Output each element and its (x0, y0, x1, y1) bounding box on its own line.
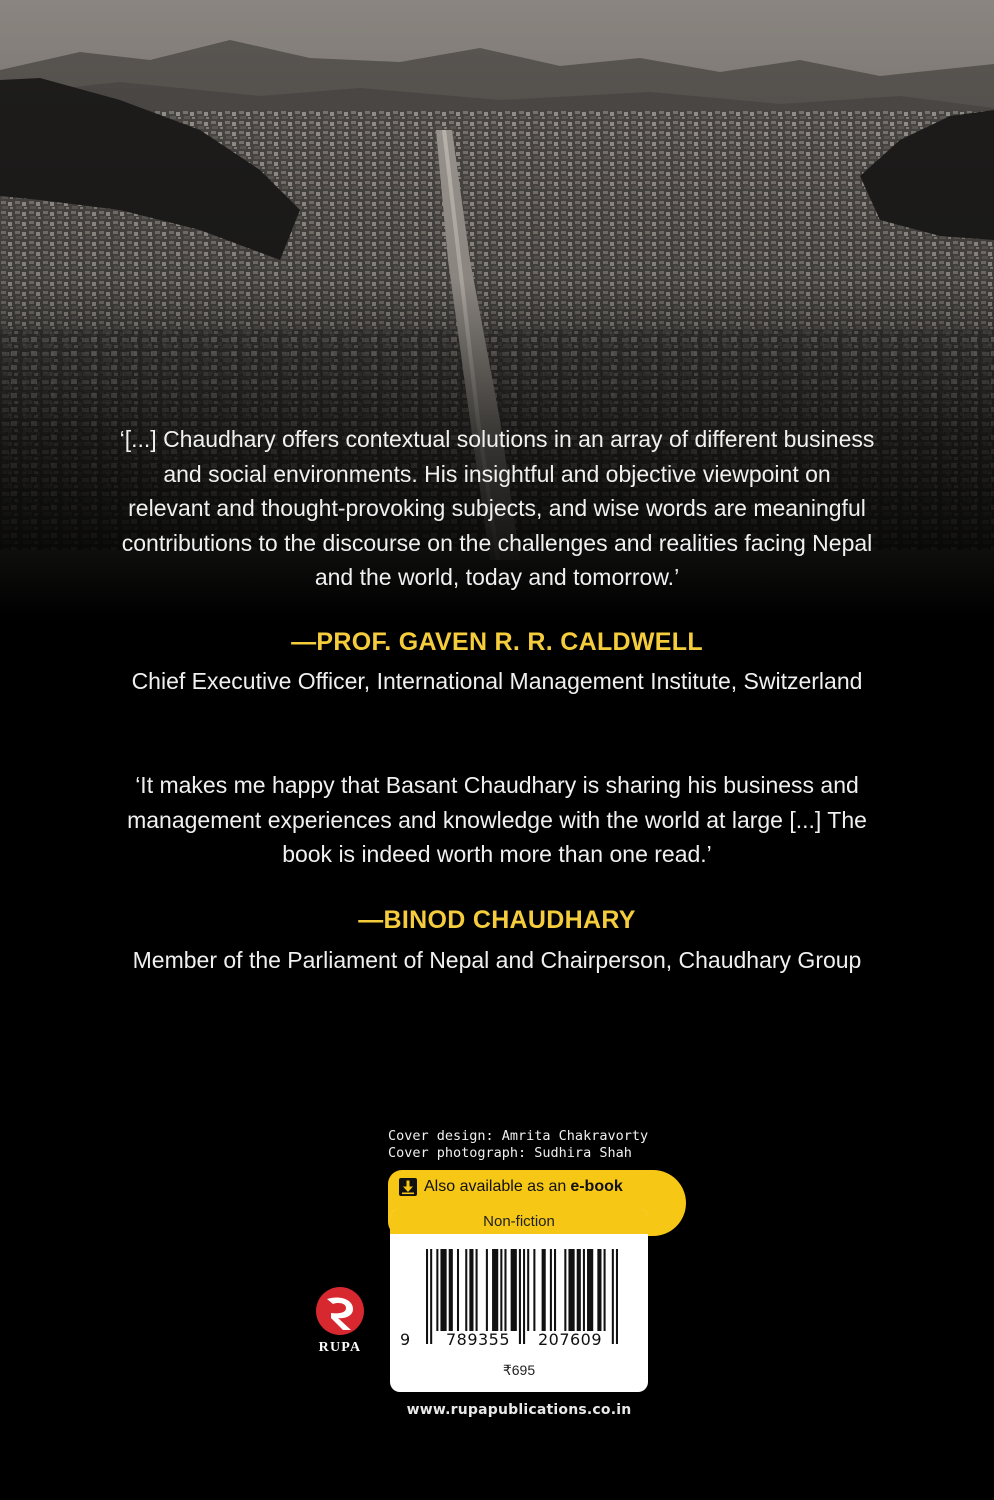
reviewer-name-2: —BINOD CHAUDHARY (358, 906, 636, 934)
reviewer-role-2: Member of the Parliament of Nepal and Chairperson, Chaudhary Group (132, 947, 862, 973)
barcode-bar (476, 1249, 478, 1331)
quote-line: relevant and thought-provoking subjects, and wise words are meaningful (128, 495, 866, 521)
cover-photo-credit: Cover photograph: Sudhira Shah (388, 1145, 632, 1161)
rupa-logo-icon (309, 1285, 371, 1337)
barcode-bar (511, 1249, 517, 1331)
review-quote-1 (60, 422, 934, 595)
publisher-website: www.rupapublications.co.in (406, 1402, 632, 1418)
barcode-bar (564, 1249, 566, 1331)
barcode-bar (583, 1249, 585, 1331)
barcode-bar (436, 1249, 438, 1331)
barcode-bar (554, 1249, 556, 1331)
barcode-bar (604, 1249, 606, 1331)
ebook-notice (398, 1176, 623, 1198)
genre-label: Non-fiction (390, 1209, 648, 1234)
quote-line: ‘[...] Chaudhary offers contextual solutions in an array of different business (119, 426, 875, 452)
reviewer-role-1: Chief Executive Officer, International Management Institute, Switzerland (131, 668, 863, 694)
isbn-group-2: 207609 (537, 1330, 603, 1349)
barcode-bar (440, 1249, 446, 1331)
barcode-bar (597, 1249, 601, 1331)
quote-line: and the world, today and tomorrow.’ (314, 564, 680, 590)
barcode-bar (577, 1249, 581, 1331)
review-quote-2 (60, 768, 934, 872)
barcode-bar (568, 1249, 574, 1331)
barcode-bar (457, 1249, 459, 1331)
barcode-bar (504, 1249, 506, 1331)
barcode-bar (486, 1249, 488, 1331)
quote-line: and social environments. His insightful and objective viewpoint on (163, 460, 831, 487)
barcode-card (390, 1209, 648, 1392)
price-label: ₹695 (502, 1362, 536, 1378)
barcode-bar (469, 1249, 473, 1331)
quote-line: management experiences and knowledge with the world at large [...] The (127, 806, 867, 833)
barcode-bar (550, 1249, 552, 1331)
barcode-bar (449, 1249, 453, 1331)
download-icon (398, 1177, 418, 1197)
quote-line: ‘It makes me happy that Basant Chaudhary is sharing his business and (135, 772, 859, 798)
isbn-lead-digit: 9 (400, 1330, 411, 1349)
isbn-group-1: 789355 (445, 1330, 511, 1349)
barcode-bar (426, 1249, 428, 1344)
cover-credits (388, 1128, 648, 1162)
quote-line: book is indeed worth more than one read.’ (282, 841, 712, 867)
barcode-bar (492, 1249, 498, 1331)
barcode-bar (465, 1249, 467, 1331)
cover-design-credit: Cover design: Amrita Chakravorty (388, 1128, 649, 1144)
barcode-bar (527, 1249, 529, 1331)
barcode-bar (587, 1249, 593, 1331)
ebook-emphasis: e-book (570, 1178, 623, 1195)
barcode-bar (500, 1249, 502, 1331)
ebook-text: Also available as an (424, 1178, 567, 1195)
quote-line: contributions to the discourse on the challenges and realities facing Nepal (121, 529, 873, 556)
barcode-bar (542, 1249, 546, 1331)
reviewer-name-1: —PROF. GAVEN R. R. CALDWELL (291, 628, 703, 656)
barcode-bar (533, 1249, 535, 1331)
barcode-bar (616, 1249, 618, 1344)
publisher-name: RUPA (318, 1340, 362, 1355)
